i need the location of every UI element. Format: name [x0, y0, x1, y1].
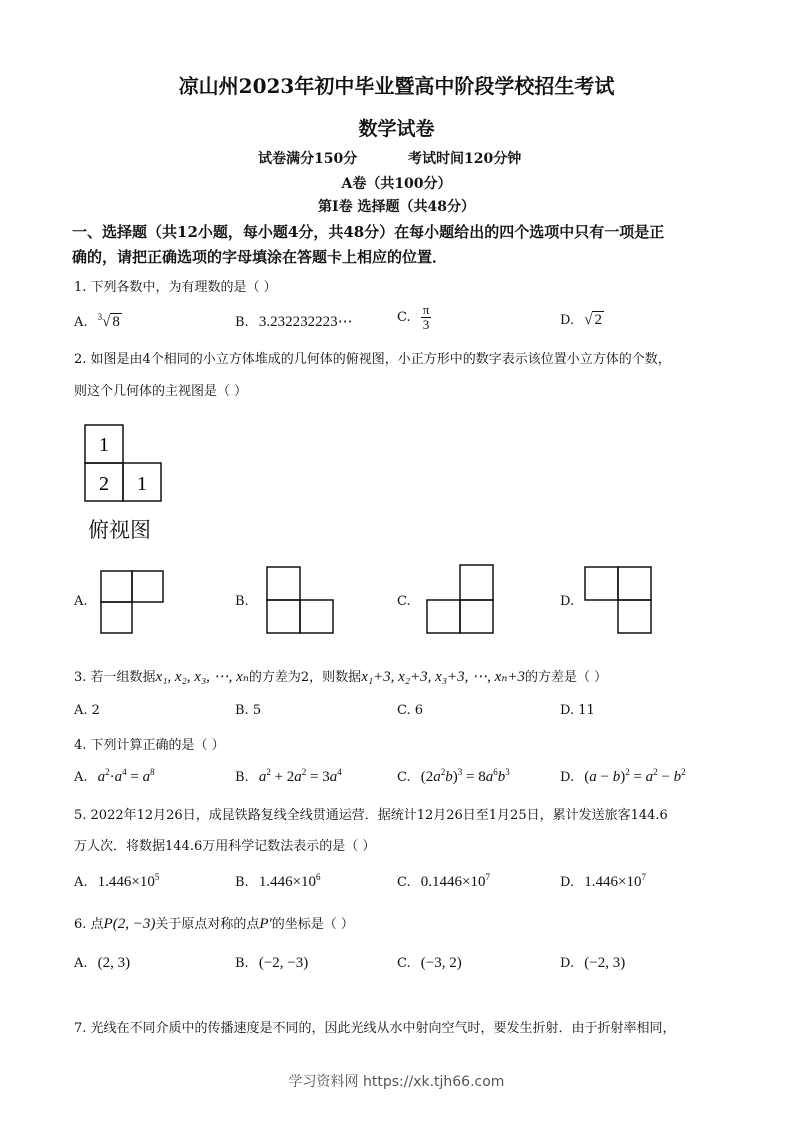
q5-d-mant: 1.446×10	[584, 874, 642, 890]
q5-option-d	[560, 872, 646, 891]
q4-a-label: A.	[74, 770, 88, 785]
q5-option-a	[74, 872, 159, 891]
q4-c-expr: $(2a^2b)^3 = 8a^6b^3$	[420, 767, 510, 785]
q4-stem: 4. 下列计算正确的是（ ）	[74, 738, 225, 753]
q4-b-label: B.	[235, 770, 249, 785]
q1-c-den: 3	[422, 317, 430, 332]
q4-a-expr: $a^2\cdot a^4 = a^8$	[97, 767, 155, 785]
q4-c-label: C.	[397, 770, 411, 785]
q3-option-b: B. 5	[235, 703, 262, 718]
q3-option-c: C. 6	[397, 703, 424, 718]
q1-option-c	[397, 303, 431, 332]
q2-top-view-figure	[80, 420, 170, 505]
q5-a-mant: 1.446×10	[97, 874, 155, 890]
q2-cell-2: 2	[99, 473, 109, 495]
q3-data1: x₁, x₂, x₃, ⋯, xₙ	[155, 669, 249, 685]
q1-a-radicand: 8	[112, 314, 120, 330]
q7-line1: 7. 光线在不同介质中的传播速度是不同的，因此光线从水中射向空气时，要发生折射．由于折射率相同，	[74, 1021, 676, 1036]
q6-option-c	[397, 955, 462, 972]
exam-title: 凉山州2023年初中毕业暨高中阶段学校招生考试	[178, 74, 615, 98]
q5-d-label: D.	[560, 875, 575, 890]
q6-b-label: B.	[235, 956, 249, 971]
q1-option-d: D. √ 2	[560, 312, 602, 328]
q6-stem-mid: 关于原点对称的点	[155, 917, 260, 932]
q6-point: P(2, −3)	[103, 916, 156, 932]
q1-d-radicand: 2	[594, 312, 602, 328]
q3-stem-post: 的方差是（ ）	[525, 670, 608, 685]
footer-watermark[interactable]: 学习资料网 https://xk.tjh66.com	[288, 1074, 505, 1090]
section1-line2: 确的，请把正确选项的字母填涂在答题卡上相应的位置．	[72, 248, 448, 266]
q6-point2: P′	[259, 916, 272, 932]
q2-option-c-figure	[424, 562, 496, 636]
q1-c-num: π	[422, 302, 430, 317]
q1-b-label: B.	[235, 315, 249, 330]
q3-option-d: D. 11	[560, 703, 595, 718]
q5-line2: 万人次．将数据144.6万用科学记数法表示的是（ ）	[74, 839, 376, 854]
q6-stem	[74, 913, 354, 933]
q6-d-label: D.	[560, 956, 575, 971]
q2-line2: 则这个几何体的主视图是（ ）	[74, 384, 248, 399]
part-a-title: A卷（共100分）	[341, 176, 452, 192]
subject-title: 数学试卷	[358, 118, 435, 140]
q4-option-c	[397, 767, 510, 786]
q6-stem-post: 的坐标是（ ）	[271, 917, 354, 932]
q1-stem: 1. 下列各数中，为有理数的是（ ）	[74, 280, 277, 295]
q2-option-a-figure	[98, 568, 166, 636]
score-info: 试卷满分150分	[258, 151, 358, 167]
q6-option-a	[74, 955, 130, 972]
q1-option-b	[235, 312, 353, 331]
q2-cell-1: 1	[99, 434, 109, 456]
q2-cell-3: 1	[137, 473, 147, 495]
q5-c-label: C.	[397, 875, 411, 890]
q1-option-a: A. $^3$√ 8	[74, 312, 120, 330]
q5-d-exp: 7	[641, 872, 646, 882]
q5-option-b	[235, 872, 321, 891]
q6-c-value: (−3, 2)	[420, 955, 462, 971]
q2-d-label: D.	[560, 594, 575, 609]
q1-d-label: D.	[560, 313, 575, 328]
time-info: 考试时间120分钟	[408, 151, 522, 167]
q3-data2: x₁+3, x₂+3, x₃+3, ⋯, xₙ+3	[361, 669, 526, 685]
q5-b-label: B.	[235, 875, 249, 890]
volume1-title: 第Ⅰ卷 选择题（共48分）	[318, 199, 475, 215]
q5-a-label: A.	[74, 875, 88, 890]
q4-option-a	[74, 767, 155, 786]
q4-d-expr: $(a - b)^2 = a^2 - b^2$	[584, 767, 686, 785]
q5-line1: 5. 2022年12月26日，成昆铁路复线全线贯通运营．据统计12月26日至1月25日，累计发送旅客144.6	[74, 808, 668, 823]
section1-line1: 一、选择题（共12小题，每小题4分，共48分）在每小题给出的四个选项中只有一项是正	[72, 223, 665, 241]
q6-stem-pre: 6. 点	[74, 917, 104, 932]
q3-stem-mid: 的方差为2，则数据	[248, 670, 362, 685]
q6-option-d	[560, 955, 625, 972]
q5-c-mant: 0.1446×10	[420, 874, 486, 890]
q5-option-c	[397, 872, 490, 891]
q2-figure-caption: 俯视图	[88, 518, 151, 542]
q2-a-label: A.	[74, 594, 88, 609]
q6-c-label: C.	[397, 956, 411, 971]
q4-option-d	[560, 767, 686, 786]
q3-stem-pre: 3. 若一组数据	[74, 670, 156, 685]
q3-option-a: A. 2	[74, 703, 100, 718]
q4-d-label: D.	[560, 770, 575, 785]
q5-c-exp: 7	[485, 872, 490, 882]
q3-stem	[74, 666, 607, 686]
q5-a-exp: 5	[154, 872, 160, 882]
q6-d-value: (−2, 3)	[584, 955, 626, 971]
q5-b-mant: 1.446×10	[258, 874, 317, 890]
q1-a-index: 3	[97, 312, 103, 322]
q6-a-label: A.	[74, 956, 88, 971]
q5-b-exp: 6	[316, 872, 321, 882]
q1-b-value: 3.232232223⋯	[258, 314, 353, 330]
q1-c-label: C.	[397, 310, 411, 325]
q4-b-expr: $a^2 + 2a^2 = 3a^4$	[258, 767, 342, 785]
q2-c-label: C.	[397, 594, 411, 609]
q2-option-b-figure	[264, 564, 336, 636]
q2-line1: 2. 如图是由4个相同的小立方体堆成的几何体的俯视图，小正方形中的数字表示该位置小立方体的个数，	[74, 352, 671, 367]
q1-a-label: A.	[74, 315, 88, 330]
q4-option-b	[235, 767, 342, 786]
q6-a-value: (2, 3)	[97, 955, 131, 971]
q2-b-label: B.	[235, 594, 249, 609]
q6-b-value: (−2, −3)	[258, 955, 309, 971]
q6-option-b	[235, 955, 308, 972]
q2-option-d-figure	[582, 564, 654, 636]
